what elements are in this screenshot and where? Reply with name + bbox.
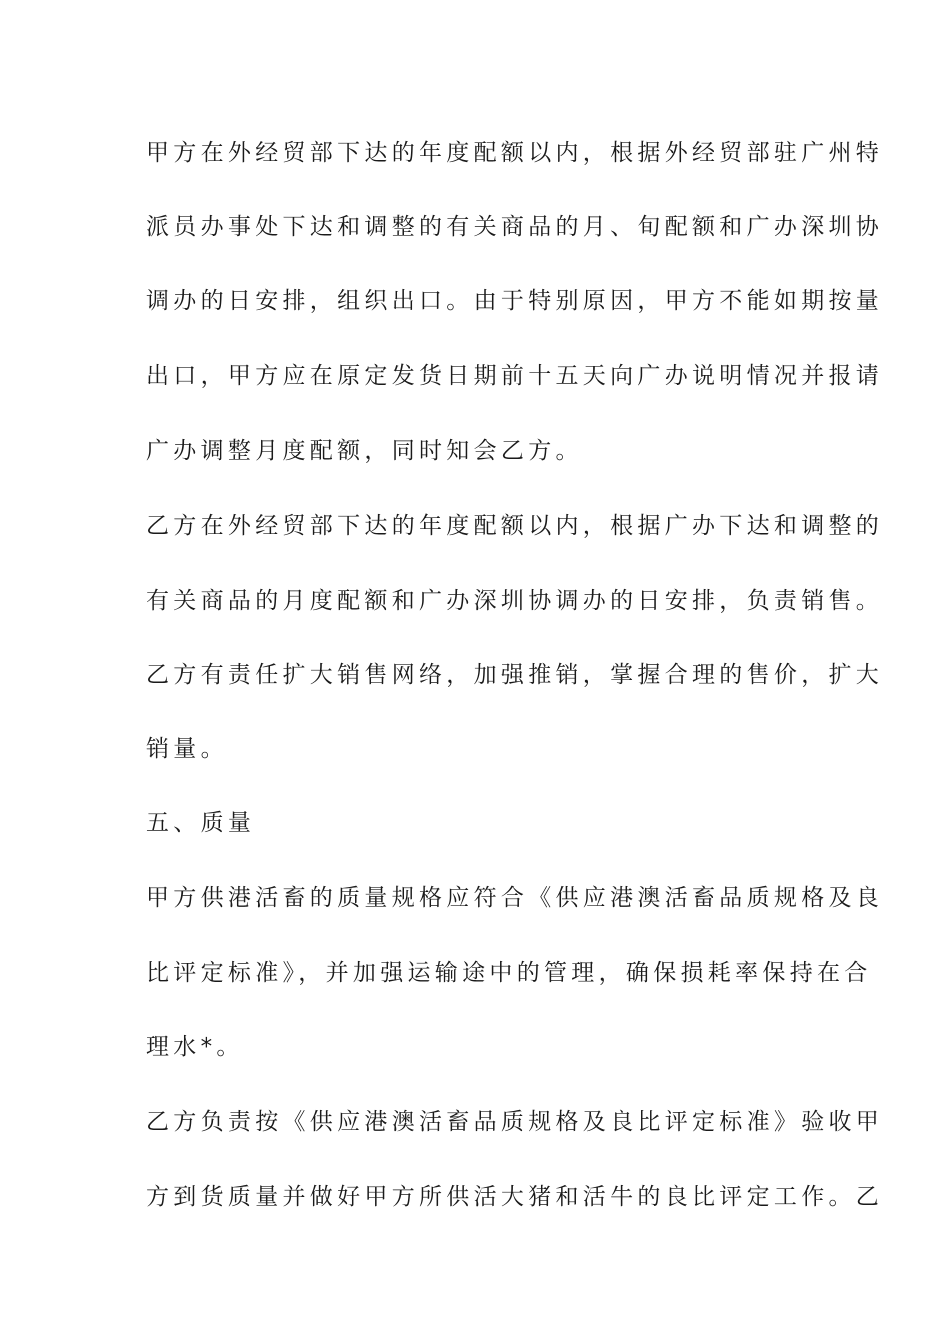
text-line: 销量。 [146,736,228,762]
text-line: 乙方有责任扩大销售网络，加强推销，掌握合理的售价，扩大 [146,662,884,688]
text-line: 甲方供港活畜的质量规格应符合《供应港澳活畜品质规格及良 [146,885,884,911]
text-line: 方到货质量并做好甲方所供活大猪和活牛的良比评定工作。乙 [146,1184,884,1210]
section-heading: 五、质量 [146,810,256,836]
text-line: 比评定标准》，并加强运输途中的管理，确保损耗率保持在合 [146,960,872,986]
text-line: 广办调整月度配额，同时知会乙方。 [146,438,583,464]
text-line: 理水*。 [146,1034,244,1060]
text-line: 出口，甲方应在原定发货日期前十五天向广办说明情况并报请 [146,363,884,389]
text-line: 甲方在外经贸部下达的年度配额以内，根据外经贸部驻广州特 [146,140,884,166]
text-line: 乙方在外经贸部下达的年度配额以内，根据广办下达和调整的 [146,513,884,539]
text-line: 有关商品的月度配额和广办深圳协调办的日安排，负责销售。 [146,588,884,614]
text-line: 调办的日安排，组织出口。由于特别原因，甲方不能如期按量 [146,288,884,314]
text-line: 派员办事处下达和调整的有关商品的月、旬配额和广办深圳协 [146,214,884,240]
text-line: 乙方负责按《供应港澳活畜品质规格及良比评定标准》验收甲 [146,1109,884,1135]
